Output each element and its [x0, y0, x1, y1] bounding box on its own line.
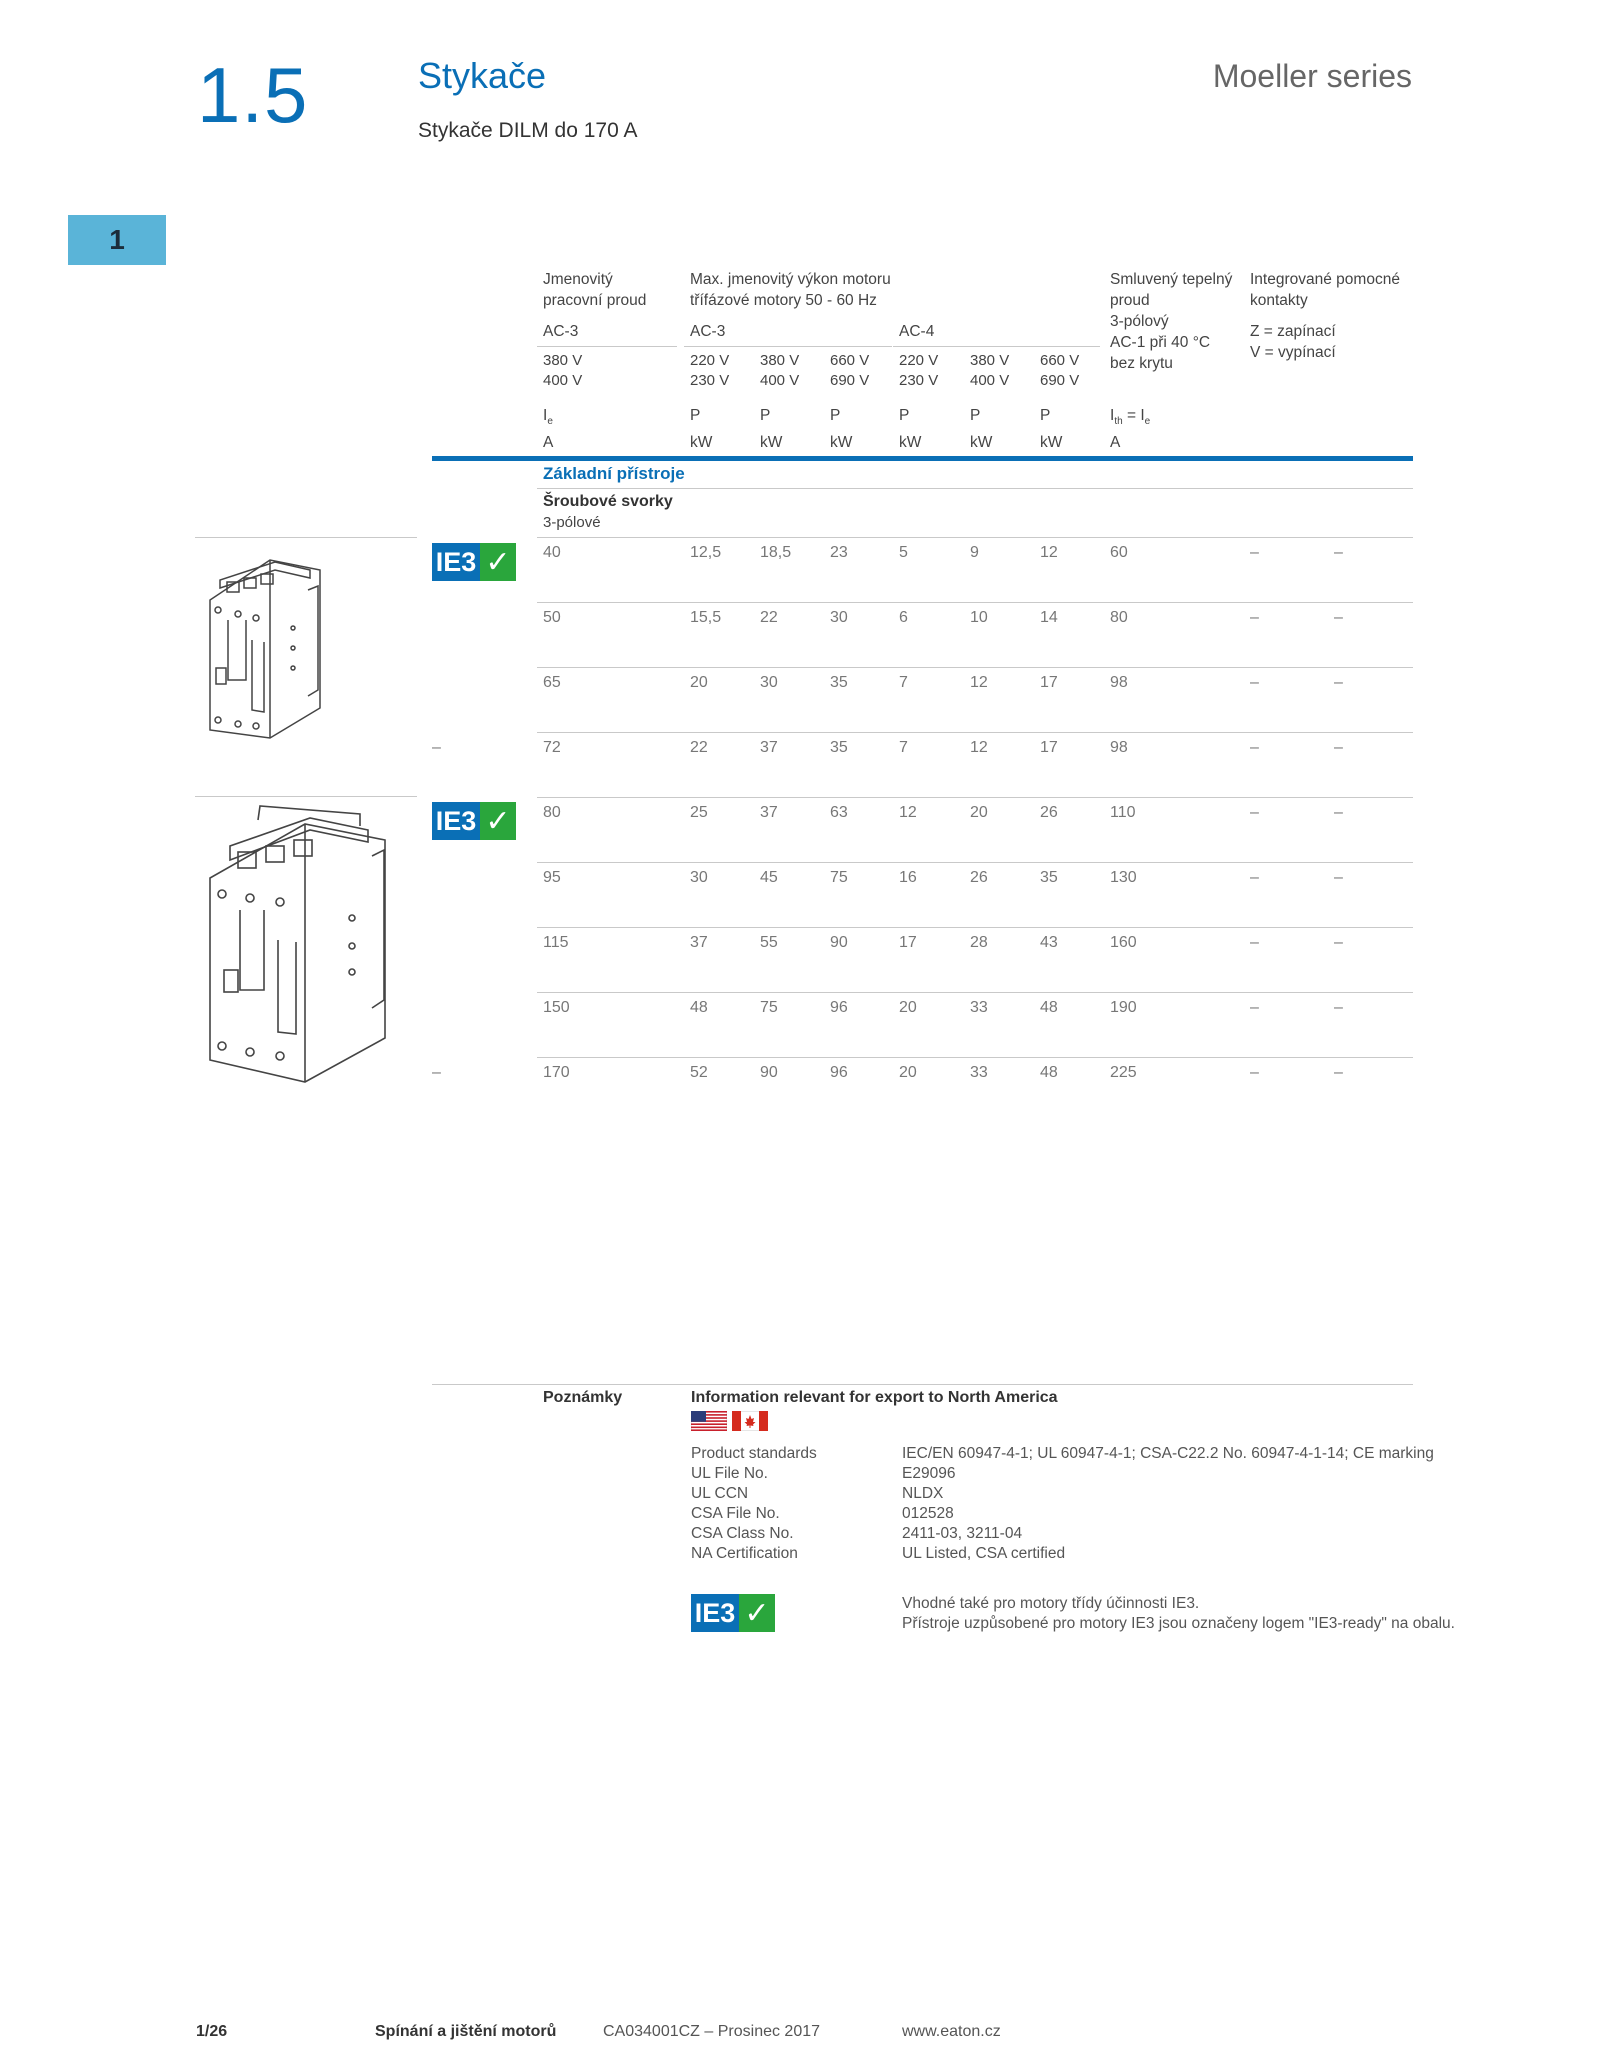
cell-p1: 25: [690, 804, 708, 821]
cell-z: –: [1250, 544, 1259, 561]
col-rated-current-category: AC-3: [543, 323, 579, 340]
header-rule: [893, 346, 1100, 347]
motor-power-unit: kW: [690, 434, 713, 451]
cell-p2: 18,5: [760, 544, 792, 561]
row-rule: [537, 602, 1413, 603]
check-icon: ✓: [480, 543, 516, 581]
section-number: 1.5: [197, 51, 309, 139]
table-header-rule: [432, 456, 1413, 461]
cell-p3: 75: [830, 869, 848, 886]
image-rule: [195, 537, 417, 538]
cell-z: –: [1250, 609, 1259, 626]
cell-p4: 6: [899, 609, 908, 626]
cell-z: –: [1250, 739, 1259, 756]
canada-flag-icon: [732, 1411, 768, 1431]
motor-voltage-header: 660 V 690 V: [830, 352, 870, 389]
motor-power-symbol: P: [970, 407, 981, 424]
motor-power-symbol: P: [899, 407, 910, 424]
col-thermal-current-symbol: $I_{th} = I_e$: [1110, 407, 1151, 428]
cell-p2: 37: [760, 739, 778, 756]
header-rule: [684, 346, 892, 347]
na-info-value: 012528: [902, 1505, 954, 1522]
motor-voltage-header: 220 V 230 V: [899, 352, 939, 389]
cell-p6: 14: [1040, 609, 1058, 626]
series-name: Moeller series: [1212, 58, 1412, 94]
cell-p5: 28: [970, 934, 988, 951]
section-screw-terminals: Šroubové svorky: [543, 493, 673, 510]
na-info-key: CSA Class No.: [691, 1525, 794, 1542]
row-rule: [537, 732, 1413, 733]
cell-p5: 12: [970, 739, 988, 756]
us-flag-icon: [691, 1411, 727, 1431]
motor-power-unit: kW: [760, 434, 783, 451]
cell-p4: 5: [899, 544, 908, 561]
footer-doc-id: CA034001CZ – Prosinec 2017: [603, 2023, 821, 2040]
motor-power-symbol: P: [1040, 407, 1051, 424]
section-poles: 3-pólové: [543, 514, 601, 531]
cell-p2: 90: [760, 1064, 778, 1081]
cell-v: –: [1334, 1064, 1343, 1081]
cell-p6: 48: [1040, 999, 1058, 1016]
cell-p6: 48: [1040, 1064, 1058, 1081]
na-info-value: UL Listed, CSA certified: [902, 1545, 1066, 1562]
cell-ith: 98: [1110, 674, 1128, 691]
cell-p6: 17: [1040, 674, 1058, 691]
cell-ith: 80: [1110, 609, 1128, 626]
row-rule: [537, 862, 1413, 863]
page-number: 1/26: [196, 2023, 228, 2040]
section-basic-devices: Základní přístroje: [543, 464, 685, 483]
row-rule: [537, 1057, 1413, 1058]
cell-p3: 23: [830, 544, 848, 561]
cell-p5: 10: [970, 609, 988, 626]
cell-ie: 40: [543, 544, 561, 561]
na-export-title: Information relevant for export to North America: [691, 1389, 1058, 1406]
cell-p4: 12: [899, 804, 917, 821]
ie3-badge: [432, 543, 516, 581]
row-rule: [537, 537, 1413, 538]
check-icon: ✓: [480, 802, 516, 840]
cell-z: –: [1250, 804, 1259, 821]
col-motor-power-title: Max. jmenovitý výkon motoru třífázové motory 50 - 60 Hz: [690, 271, 891, 309]
cell-v: –: [1334, 934, 1343, 951]
cell-p1: 52: [690, 1064, 708, 1081]
contactor-small-image: [200, 540, 330, 740]
col-rated-current-symbol: $I_e$: [543, 407, 553, 428]
motor-power-unit: kW: [970, 434, 993, 451]
cell-v: –: [1334, 544, 1343, 561]
col-aux-contacts-title: Integrované pomocné kontakty: [1250, 271, 1400, 309]
cell-ith: 130: [1110, 869, 1137, 886]
cell-p2: 55: [760, 934, 778, 951]
cell-p1: 48: [690, 999, 708, 1016]
cell-ie: 72: [543, 739, 561, 756]
row-rule: [537, 992, 1413, 993]
image-rule: [195, 796, 417, 797]
cell-p4: 20: [899, 1064, 917, 1081]
motor-voltage-header: 380 V 400 V: [760, 352, 800, 389]
cell-p5: 9: [970, 544, 979, 561]
ie3-badge-text: IE3: [432, 543, 480, 581]
cell-ie: 115: [543, 934, 569, 951]
motor-power-symbol: P: [690, 407, 701, 424]
na-info-value: 2411-03, 3211-04: [902, 1525, 1023, 1542]
cell-ie: 150: [543, 999, 570, 1016]
cell-p3: 96: [830, 999, 848, 1016]
cell-ie: 95: [543, 869, 561, 886]
page-title: Stykače: [418, 55, 547, 96]
cell-p4: 7: [899, 674, 908, 691]
na-info-value: IEC/EN 60947-4-1; UL 60947-4-1; CSA-C22.2 No. 60947-4-1-14; CE marking: [902, 1445, 1434, 1462]
cell-ith: 225: [1110, 1064, 1137, 1081]
row-rule: [537, 797, 1413, 798]
cell-z: –: [1250, 869, 1259, 886]
motor-power-symbol: P: [830, 407, 841, 424]
ie3-badge: [432, 802, 516, 840]
motor-power-unit: kW: [830, 434, 853, 451]
check-icon: ✓: [739, 1594, 775, 1632]
cell-p6: 35: [1040, 869, 1058, 886]
cell-ith: 60: [1110, 544, 1128, 561]
ie3-badge-text: IE3: [691, 1594, 739, 1632]
row-lead-dash: –: [432, 1064, 441, 1081]
motor-voltage-header: 220 V 230 V: [690, 352, 730, 389]
cell-p5: 20: [970, 804, 988, 821]
footer-website-link[interactable]: www.eaton.cz: [902, 2023, 1001, 2040]
row-lead-dash: –: [432, 739, 441, 756]
cell-ie: 80: [543, 804, 561, 821]
cell-p5: 26: [970, 869, 988, 886]
cell-p5: 12: [970, 674, 988, 691]
cell-p1: 37: [690, 934, 708, 951]
cell-ie: 170: [543, 1064, 570, 1081]
row-rule: [537, 927, 1413, 928]
motor-voltage-header: 660 V 690 V: [1040, 352, 1080, 389]
cell-p3: 35: [830, 674, 848, 691]
cell-p2: 22: [760, 609, 778, 626]
cell-p3: 63: [830, 804, 848, 821]
cell-v: –: [1334, 674, 1343, 691]
page-subtitle: Stykače DILM do 170 A: [418, 119, 638, 142]
section-rule: [537, 488, 1413, 489]
cell-z: –: [1250, 674, 1259, 691]
cell-p6: 26: [1040, 804, 1058, 821]
cell-p3: 96: [830, 1064, 848, 1081]
motor-power-unit: kW: [899, 434, 922, 451]
cell-p4: 7: [899, 739, 908, 756]
cell-v: –: [1334, 999, 1343, 1016]
contactor-large-image: [200, 800, 405, 1085]
na-info-key: UL File No.: [691, 1465, 768, 1482]
na-info-key: NA Certification: [691, 1545, 798, 1562]
na-info-value: NLDX: [902, 1485, 944, 1502]
cell-p4: 16: [899, 869, 917, 886]
col-aux-contacts-legend: Z = zapínací V = vypínací: [1250, 323, 1336, 361]
cell-v: –: [1334, 869, 1343, 886]
cell-p2: 75: [760, 999, 778, 1016]
cell-p5: 33: [970, 1064, 988, 1081]
col-motor-ac4: AC-4: [899, 323, 935, 340]
motor-power-symbol: P: [760, 407, 771, 424]
col-rated-current-title: Jmenovitý pracovní proud: [543, 271, 647, 309]
ie3-badge: [691, 1594, 775, 1632]
chapter-tab[interactable]: 1: [68, 215, 166, 265]
cell-z: –: [1250, 934, 1259, 951]
row-rule: [537, 667, 1413, 668]
cell-ith: 98: [1110, 739, 1128, 756]
cell-p2: 37: [760, 804, 778, 821]
cell-p2: 45: [760, 869, 778, 886]
cell-p6: 12: [1040, 544, 1058, 561]
cell-ith: 190: [1110, 999, 1137, 1016]
cell-p1: 22: [690, 739, 708, 756]
cell-p1: 20: [690, 674, 708, 691]
col-motor-ac3: AC-3: [690, 323, 726, 340]
na-info-key: CSA File No.: [691, 1505, 780, 1522]
motor-voltage-header: 380 V 400 V: [970, 352, 1010, 389]
cell-v: –: [1334, 739, 1343, 756]
cell-p1: 30: [690, 869, 708, 886]
na-info-value: E29096: [902, 1465, 956, 1482]
ie3-note: Vhodné také pro motory třídy účinnosti IE3. Přístroje uzpůsobené pro motory IE3 jsou označeny logem "IE3-ready" na obalu.: [902, 1595, 1455, 1632]
cell-p3: 35: [830, 739, 848, 756]
notes-rule: [432, 1384, 1413, 1385]
cell-ith: 110: [1110, 804, 1136, 821]
cell-p6: 17: [1040, 739, 1058, 756]
cell-z: –: [1250, 999, 1259, 1016]
cell-ith: 160: [1110, 934, 1137, 951]
na-info-key: Product standards: [691, 1445, 817, 1462]
header-rule: [537, 346, 677, 347]
col-thermal-current-unit: A: [1110, 434, 1121, 451]
cell-p3: 90: [830, 934, 848, 951]
na-info-key: UL CCN: [691, 1485, 749, 1502]
cell-v: –: [1334, 609, 1343, 626]
cell-p5: 33: [970, 999, 988, 1016]
cell-p1: 15,5: [690, 609, 722, 626]
cell-v: –: [1334, 804, 1343, 821]
cell-p6: 43: [1040, 934, 1058, 951]
ie3-badge-text: IE3: [432, 802, 480, 840]
cell-p4: 17: [899, 934, 917, 951]
cell-z: –: [1250, 1064, 1259, 1081]
cell-p1: 12,5: [690, 544, 722, 561]
cell-p4: 20: [899, 999, 917, 1016]
cell-p2: 30: [760, 674, 778, 691]
notes-label: Poznámky: [543, 1389, 623, 1406]
col-thermal-current-title: Smluvený tepelný proud 3-pólový AC-1 při 40 °C bez krytu: [1110, 271, 1233, 372]
cell-p3: 30: [830, 609, 848, 626]
motor-power-unit: kW: [1040, 434, 1063, 451]
cell-ie: 50: [543, 609, 561, 626]
col-rated-current-unit: A: [543, 434, 554, 451]
col-rated-current-voltage: 380 V 400 V: [543, 352, 583, 389]
cell-ie: 65: [543, 674, 561, 691]
footer-title: Spínání a jištění motorů: [375, 2023, 557, 2040]
